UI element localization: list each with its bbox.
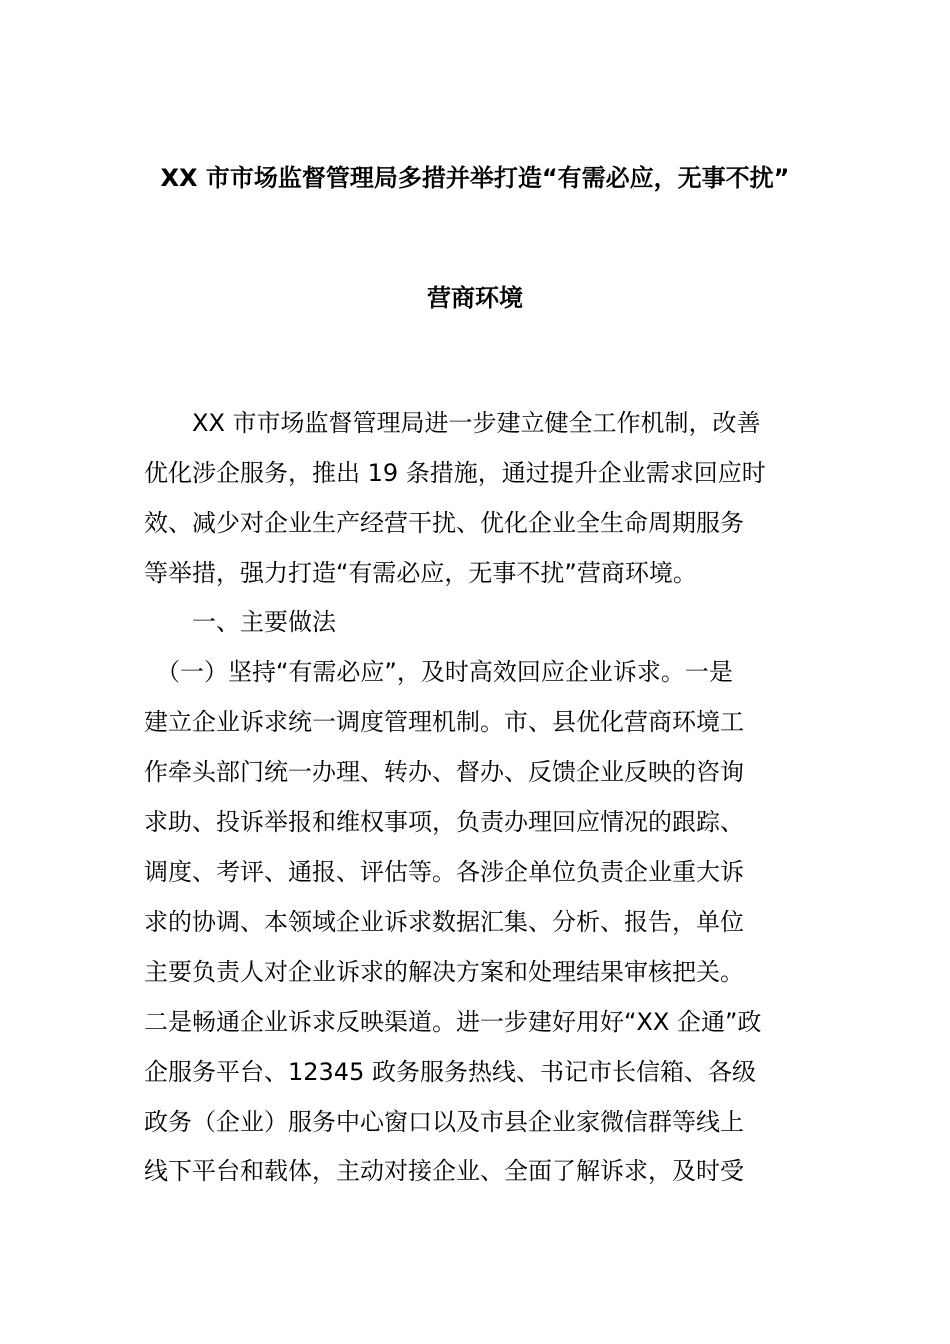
body-line: 作牵头部门统一办理、转办、督办、反馈企业反映的咨询 <box>144 758 744 786</box>
body-line: 线下平台和载体，主动对接企业、全面了解诉求，及时受 <box>144 1157 744 1185</box>
body-line: 求助、投诉举报和维权事项，负责办理回应情况的跟踪、 <box>144 808 744 836</box>
body-line: 优化涉企服务，推出 19 条措施，通过提升企业需求回应时 <box>144 459 766 487</box>
document-title-line-2: 营商环境 <box>427 284 523 312</box>
section-heading: 一、主要做法 <box>144 608 336 636</box>
body-line: 政务（企业）服务中心窗口以及市县企业家微信群等线上 <box>144 1108 744 1136</box>
body-line: 建立企业诉求统一调度管理机制。市、县优化营商环境工 <box>144 708 744 736</box>
body-line: 调度、考评、通报、评估等。各涉企单位负责企业重大诉 <box>144 858 744 886</box>
body-line: 主要负责人对企业诉求的解决方案和处理结果审核把关。 <box>144 958 744 986</box>
document-title-line-1: XX 市市场监督管理局多措并举打造“有需必应，无事不扰” <box>160 164 790 192</box>
subsection-heading: （一）坚持“有需必应”，及时高效回应企业诉求。一是 <box>144 658 733 686</box>
body-line: 求的协调、本领域企业诉求数据汇集、分析、报告，单位 <box>144 908 744 936</box>
body-line: 二是畅通企业诉求反映渠道。进一步建好用好“XX 企通”政 <box>144 1008 762 1036</box>
body-line: 效、减少对企业生产经营干扰、优化企业全生命周期服务 <box>144 509 744 537</box>
body-line: 等举措，强力打造“有需必应，无事不扰”营商环境。 <box>144 559 697 587</box>
body-line: 企服务平台、12345 政务服务热线、书记市长信箱、各级 <box>144 1058 756 1086</box>
body-line: XX 市市场监督管理局进一步建立健全工作机制，改善 <box>144 409 761 437</box>
